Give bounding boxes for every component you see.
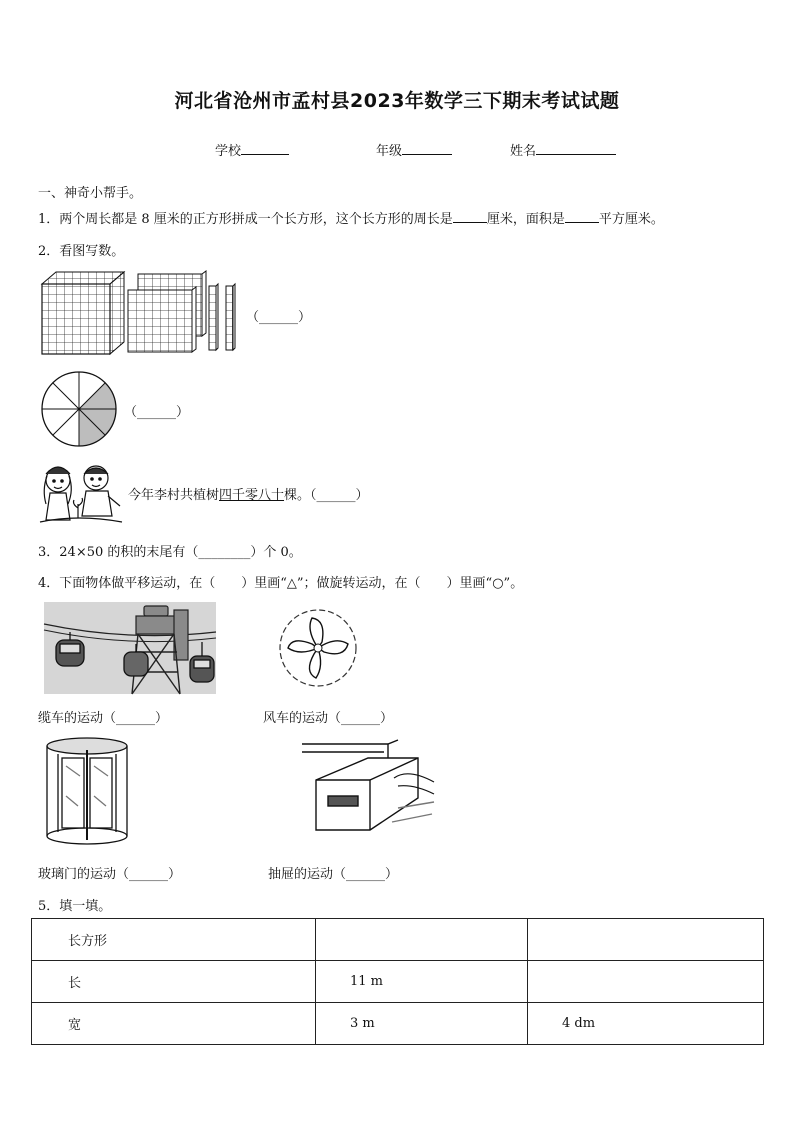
- school-field: [215, 140, 289, 159]
- grade-blank[interactable]: [402, 141, 452, 155]
- grade-field: [376, 140, 452, 159]
- school-label: 学校: [215, 144, 242, 159]
- q1-text-a: 1．两个周长都是 8 厘米的正方形拼成一个长方形，这个长方形的周长是: [38, 212, 453, 227]
- question-1: [38, 208, 664, 227]
- question-5-label: 5．填一填。: [38, 899, 112, 914]
- question-2-label: 2．看图写数。: [38, 244, 125, 259]
- q1-text-b: 厘米，面积是: [486, 212, 565, 227]
- q1-blank-area[interactable]: [565, 209, 599, 223]
- question-3: 3．24×50 的积的末尾有（________）个 0。: [38, 545, 302, 560]
- q2-text-post: 棵。（______）: [284, 488, 369, 503]
- grade-label: 年级: [376, 144, 403, 159]
- table-cell-input[interactable]: [316, 919, 528, 961]
- table-row: [32, 961, 764, 1003]
- shaded-sector-2: [79, 383, 116, 409]
- windmill-answer[interactable]: 风车的运动（______）: [263, 711, 394, 726]
- name-blank[interactable]: [536, 141, 616, 155]
- q2-blank-1[interactable]: （______）: [246, 310, 312, 325]
- page-title: 河北省沧州市孟村县2023年数学三下期末考试试题: [174, 90, 620, 112]
- q2-blank-2[interactable]: （______）: [124, 405, 190, 420]
- q1-blank-perimeter[interactable]: [453, 209, 487, 223]
- cable-car-answer[interactable]: 缆车的运动（______）: [38, 711, 169, 726]
- question-4-label: 4．下面物体做平移运动，在（ ）里画“△”；做旋转运动，在（ ）里画“○”。: [38, 576, 524, 591]
- table-cell: 长: [32, 961, 316, 1003]
- fraction-circle-image: [40, 370, 118, 448]
- q1-text-c: 平方厘米。: [598, 212, 664, 227]
- thousand-cube: [42, 272, 124, 354]
- children-planting-image: [38, 460, 124, 524]
- table-cell-input[interactable]: [528, 919, 764, 961]
- table-row: [32, 1003, 764, 1045]
- q2-text-pre: 今年李村共植树: [128, 488, 220, 503]
- ten-rod-1: [209, 284, 218, 350]
- name-label: 姓名: [510, 144, 537, 159]
- windmill-image: [276, 606, 360, 690]
- table-cell: 4 dm: [528, 1003, 764, 1045]
- name-field: [510, 140, 616, 159]
- table-cell: 长方形: [32, 919, 316, 961]
- base-ten-blocks-image: [40, 270, 240, 356]
- school-blank[interactable]: [241, 141, 289, 155]
- glass-door-image: [44, 736, 130, 846]
- table-cell: 3 m: [316, 1003, 528, 1045]
- section-heading: 一、神奇小帮手。: [38, 186, 143, 201]
- table-row: [32, 919, 764, 961]
- table-cell: 11 m: [316, 961, 528, 1003]
- ten-rod-2: [226, 284, 235, 350]
- glass-door-answer[interactable]: 玻璃门的运动（______）: [38, 867, 182, 882]
- drawer-answer[interactable]: 抽屉的运动（______）: [268, 867, 399, 882]
- drawer-image: [298, 738, 438, 848]
- rectangle-table: [31, 918, 764, 1045]
- hundred-flat-front: [128, 287, 196, 352]
- q2-tree-question: [128, 484, 369, 503]
- table-cell: 宽: [32, 1003, 316, 1045]
- q2-text-underlined: 四千零八十: [219, 488, 285, 503]
- table-cell-input[interactable]: [528, 961, 764, 1003]
- cable-car-image: [44, 602, 216, 694]
